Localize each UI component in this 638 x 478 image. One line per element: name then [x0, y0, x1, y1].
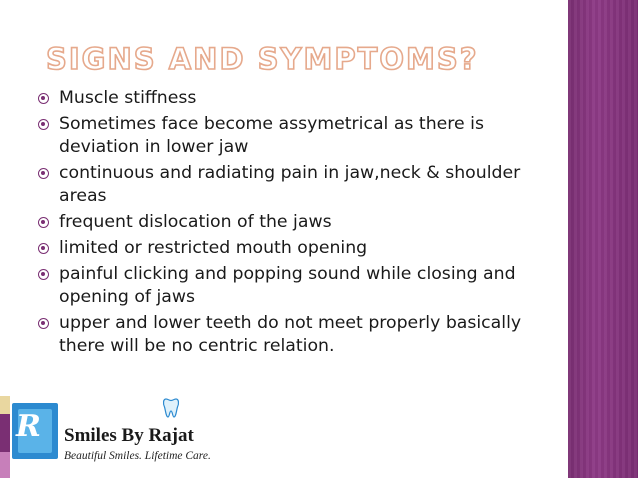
- bullet-text: limited or restricted mouth opening: [59, 238, 368, 258]
- bullet-icon: [38, 119, 49, 130]
- stripe-pink: [0, 452, 10, 478]
- slide-title: SIGNS AND SYMPTOMS?: [46, 42, 479, 76]
- bullet-icon: [38, 269, 49, 280]
- bullet-icon: [38, 243, 49, 254]
- bullet-text: Sometimes face become assymetrical as there is deviation in lower jaw: [59, 114, 484, 157]
- bullet-text: frequent dislocation of the jaws: [59, 212, 332, 232]
- logo-tagline: Beautiful Smiles. Lifetime Care.: [64, 450, 211, 462]
- bullet-icon: [38, 217, 49, 228]
- list-item: [38, 312, 538, 358]
- bullet-text: Muscle stiffness: [59, 88, 197, 108]
- logo-monogram: R: [16, 409, 41, 444]
- bullet-text: painful clicking and popping sound while closing and opening of jaws: [59, 264, 516, 307]
- clinic-logo: [12, 393, 212, 475]
- bullet-list: [38, 87, 538, 361]
- list-item: [38, 237, 538, 260]
- list-item: [38, 162, 538, 208]
- bullet-icon: [38, 93, 49, 104]
- tooth-icon: [162, 397, 180, 419]
- bullet-text: upper and lower teeth do not meet properly basically there will be no centric relation.: [59, 313, 522, 356]
- logo-emblem: [12, 403, 58, 459]
- list-item: [38, 87, 538, 110]
- bullet-icon: [38, 168, 49, 179]
- list-item: [38, 113, 538, 159]
- decorative-right-band: [568, 0, 638, 478]
- list-item: [38, 263, 538, 309]
- bullet-icon: [38, 318, 49, 329]
- logo-name: Smiles By Rajat: [64, 425, 194, 446]
- decorative-left-stripes: [0, 396, 10, 478]
- list-item: [38, 211, 538, 234]
- bullet-text: continuous and radiating pain in jaw,neck & shoulder areas: [59, 163, 521, 206]
